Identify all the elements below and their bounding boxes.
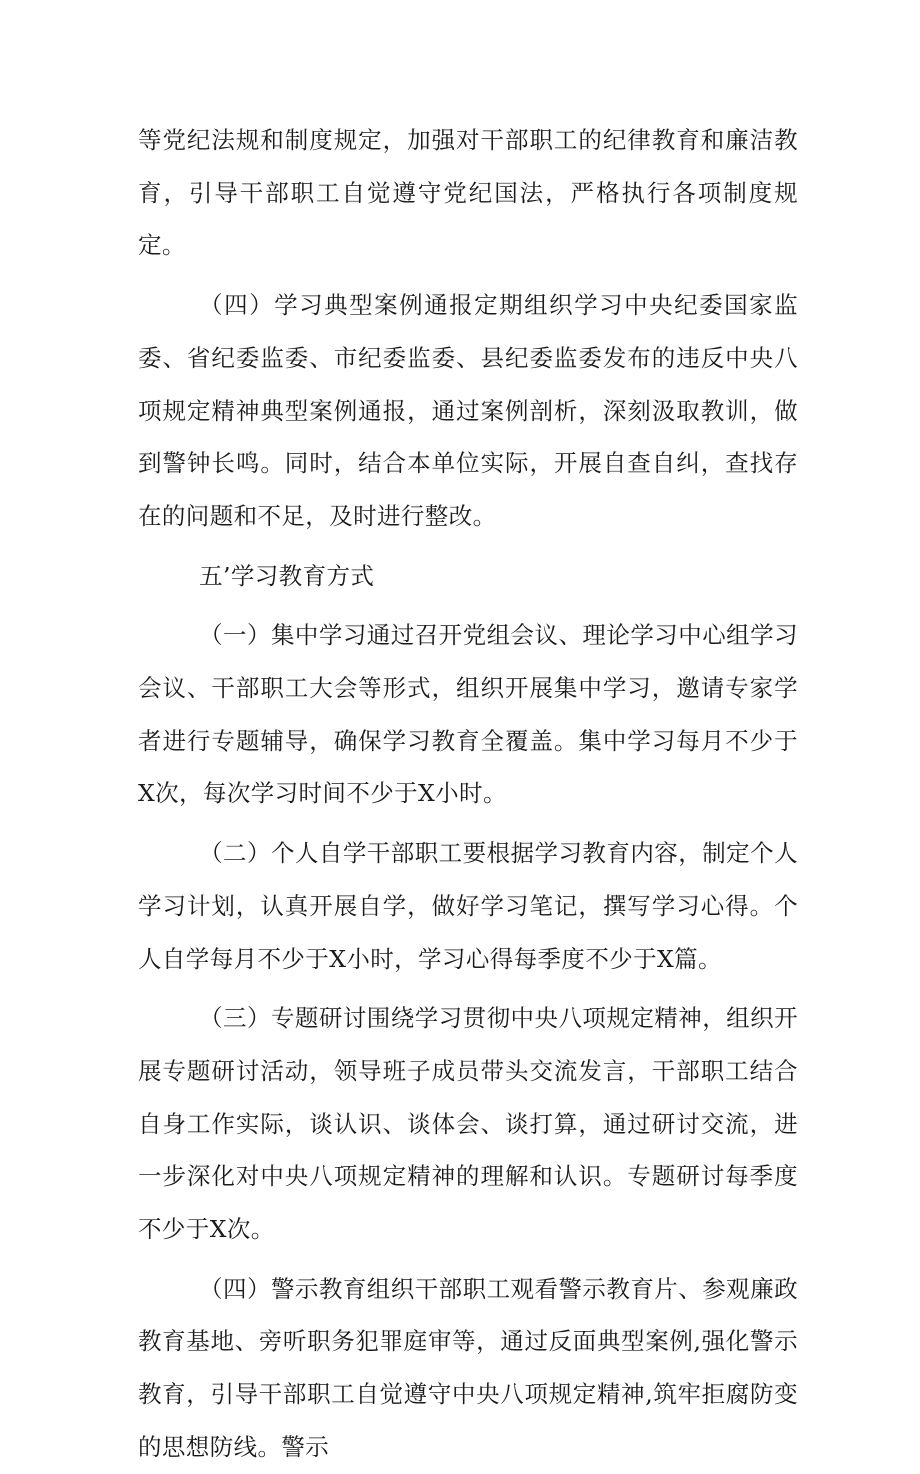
section-heading-study-methods: 五’学习教育方式 xyxy=(199,561,375,590)
paragraph-warning-education: （四）警示教育组织干部职工观看警示教育片、参观廉政教育基地、旁听职务犯罪庭审等，通过反面典型案例,强化警示教育，引导干部职工自觉遵守中央八项规定精神,筑牢拒腐防变的思想防线。警示 xyxy=(138,1274,798,1461)
document-body xyxy=(138,114,798,1474)
paragraph-centralized-study: （一）集中学习通过召开党组会议、理论学习中心组学习会议、干部职工大会等形式，组织开展集中学习，邀请专家学者进行专题辅导，确保学习教育全覆盖。集中学习每月不少于X次，每次学习时间不少于X小时。 xyxy=(138,621,798,808)
paragraph-self-study: （二）个人自学干部职工要根据学习教育内容，制定个人学习计划，认真开展自学，做好学习笔记，撰写学习心得。个人自学每月不少于X小时，学习心得每季度不少于X篇。 xyxy=(138,839,798,973)
paragraph-continuation: 等党纪法规和制度规定，加强对干部职工的纪律教育和廉洁教育，引导干部职工自觉遵守党纪国法，严格执行各项制度规定。 xyxy=(138,126,798,260)
paragraph-seminar: （三）专题研讨围绕学习贯彻中央八项规定精神，组织开展专题研讨活动，领导班子成员带头交流发言，干部职工结合自身工作实际，谈认识、谈体会、谈打算，通过研讨交流，进一步深化对中央八项规定精神的理解和认识。专题研讨每季度不少于X次。 xyxy=(138,1004,798,1244)
paragraph-typical-cases: （四）学习典型案例通报定期组织学习中央纪委国家监委、省纪委监委、市纪委监委、县纪委监委发布的违反中央八项规定精神典型案例通报，通过案例剖析，深刻汲取教训，做到警钟长鸣。同时，结合本单位实际，开展自查自纠，查找存在的问题和不足，及时进行整改。 xyxy=(138,291,798,530)
